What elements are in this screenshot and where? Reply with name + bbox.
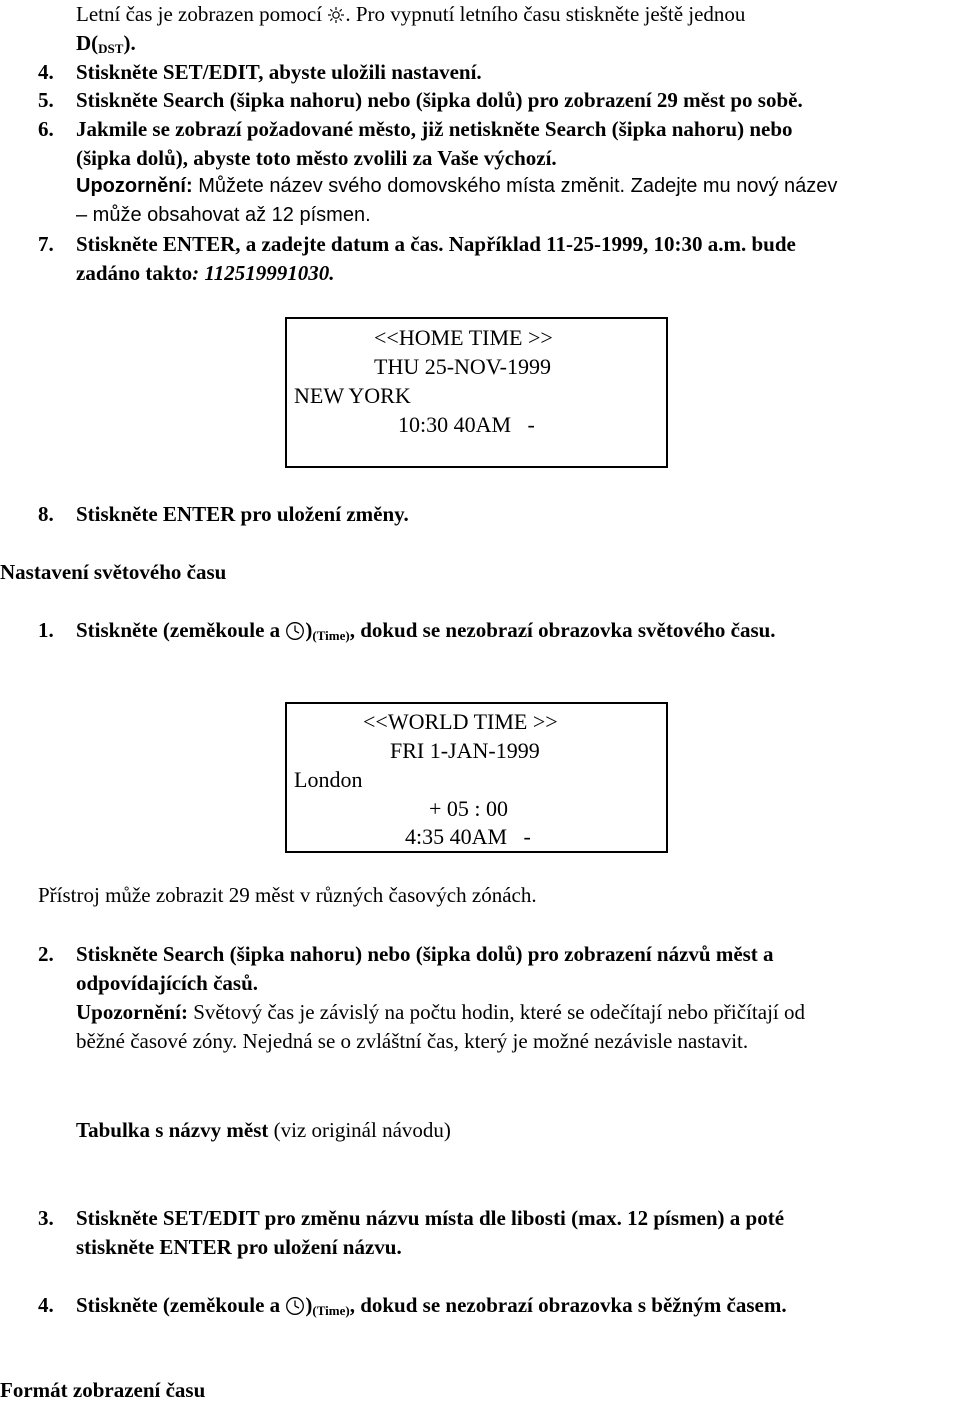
step-text: Stiskněte ENTER pro uložení změny. — [76, 502, 409, 526]
step-text: Stiskněte (zeměkoule a — [76, 618, 281, 642]
step-7 — [38, 230, 796, 259]
step-7-cont — [76, 259, 334, 288]
dst-close: ). — [123, 31, 136, 55]
display-line: THU 25-NOV-1999 — [374, 354, 552, 379]
display-line: NEW YORK — [294, 383, 411, 408]
note-1 — [76, 172, 837, 201]
display-line: FRI 1-JAN-1999 — [390, 738, 540, 763]
step-6-cont: (šipka dolů), abyste toto město zvolili za Vaše výchozí. — [76, 146, 557, 170]
step-number: 6. — [38, 117, 54, 141]
step-number: 5. — [38, 88, 54, 112]
dst-sub: DST — [98, 41, 124, 56]
step-number: 1. — [38, 618, 54, 642]
step-text: Stiskněte Search (šipka nahoru) nebo (šipka dolů) pro zobrazení 29 měst po sobě. — [76, 88, 803, 112]
dst-key: D( — [76, 31, 99, 55]
step-text: Stiskněte SET/EDIT pro změnu názvu místa dle libosti (max. 12 písmen) a poté — [76, 1206, 785, 1230]
world-step-3-cont: stiskněte ENTER pro uložení názvu. — [76, 1235, 402, 1259]
world-time-display — [285, 702, 668, 853]
step-text: Jakmile se zobrazí požadované město, již netiskněte Search (šipka nahoru) nebo — [76, 117, 793, 141]
step-text: Stiskněte ENTER, a zadejte datum a čas. Například 11-25-1999, 10:30 a.m. bude — [76, 232, 796, 256]
dst-text-a: Letní čas je zobrazen pomocí — [76, 2, 323, 26]
clock-icon — [285, 621, 305, 641]
display-line: <<WORLD TIME >> — [363, 709, 558, 734]
step-number: 2. — [38, 942, 54, 966]
step-text: Stiskněte Search (šipka nahoru) nebo (šipka dolů) pro zobrazení názvů měst a — [76, 942, 774, 966]
table-title: Tabulka s názvy měst — [76, 1118, 269, 1142]
clock-icon — [285, 1296, 305, 1316]
display-line: 4:35 40AM - — [405, 824, 531, 849]
note-2-cont: běžné časové zóny. Nejedná se o zvláštní čas, který je možné nezávisle nastavit. — [76, 1029, 749, 1053]
step-example: : 112519991030. — [192, 261, 335, 285]
step-number: 7. — [38, 232, 54, 256]
step-text: zadáno takto — [76, 261, 193, 285]
step-6 — [38, 115, 793, 144]
step-text: Stiskněte SET/EDIT, abyste uložili nastavení. — [76, 60, 482, 84]
note-label: Upozornění: — [76, 1000, 188, 1024]
world-step-1 — [38, 616, 776, 650]
table-reference — [76, 1116, 451, 1145]
world-step-3 — [38, 1204, 784, 1233]
display-line: 10:30 40AM - — [398, 412, 535, 437]
paren-close: ) — [305, 618, 313, 642]
step-number: 8. — [38, 502, 54, 526]
display-line: + 05 : 00 — [429, 796, 509, 821]
step-5 — [38, 86, 803, 115]
section-heading-world: Nastavení světového času — [0, 560, 227, 584]
note-label: Upozornění: — [76, 175, 193, 197]
paren-close: ) — [305, 1293, 313, 1317]
sun-icon — [327, 6, 345, 24]
note-text: Světový čas je závislý na počtu hodin, které se odečítají nebo přičítají od — [188, 1000, 805, 1024]
dst-text-b: . Pro vypnutí letního času stiskněte ještě jednou — [345, 2, 746, 26]
world-step-2 — [38, 940, 774, 969]
world-step-2-cont: odpovídajících časů. — [76, 971, 259, 995]
step-number: 4. — [38, 1293, 54, 1317]
step-8 — [38, 500, 409, 529]
step-text: , dokud se nezobrazí obrazovka s běžným časem. — [349, 1293, 787, 1317]
step-text: Stiskněte (zeměkoule a — [76, 1293, 281, 1317]
home-time-display — [285, 317, 668, 468]
display-line: <<HOME TIME >> — [374, 325, 553, 350]
time-sub: (Time) — [312, 1303, 350, 1318]
section-heading-format: Formát zobrazení času — [0, 1378, 206, 1402]
display-line: London — [294, 767, 363, 792]
note-text: Můžete název svého domovského místa změnit. Zadejte mu nový název — [192, 175, 838, 197]
time-sub: (Time) — [312, 628, 350, 643]
step-number: 3. — [38, 1206, 54, 1230]
note-2 — [76, 998, 805, 1027]
world-step-4 — [38, 1291, 787, 1325]
dst-line — [76, 0, 745, 29]
step-4 — [38, 58, 482, 87]
note-1-cont: – může obsahovat až 12 písmen. — [76, 204, 371, 226]
cities-note: Přístroj může zobrazit 29 měst v různých časových zónách. — [38, 883, 537, 907]
step-text: , dokud se nezobrazí obrazovka světového času. — [349, 618, 776, 642]
table-note: (viz originál návodu) — [268, 1118, 451, 1142]
step-number: 4. — [38, 60, 54, 84]
